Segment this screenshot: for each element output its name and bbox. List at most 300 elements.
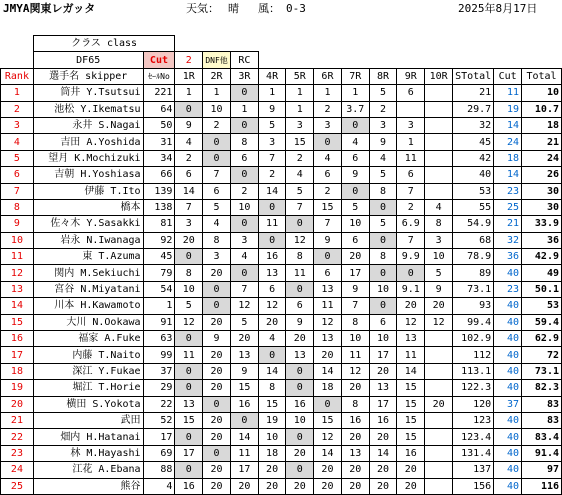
rank-cell: 20 <box>1 396 34 412</box>
race-score-cell: 2 <box>286 150 314 166</box>
race-score-cell: 8 <box>425 216 453 232</box>
sail-number-cell: 45 <box>143 249 175 265</box>
race-score-cell: 6.9 <box>397 216 425 232</box>
stotal-cell: 53 <box>453 183 494 199</box>
race-score-cell: 8 <box>175 265 203 281</box>
sail-number-cell: 4 <box>143 478 175 494</box>
race-score-cell: 13 <box>341 445 369 461</box>
table-row <box>1 183 562 199</box>
cut-cell: 19 <box>494 101 522 117</box>
race-score-cell: 5 <box>231 314 259 330</box>
race-score-cell: 2 <box>397 199 425 215</box>
rank-cell: 23 <box>1 445 34 461</box>
column-header: 4R <box>258 68 286 84</box>
skipper-cell: 吉朝 H.Yoshiasa <box>33 167 143 183</box>
rank-cell: 4 <box>1 134 34 150</box>
race-score-cell: 9 <box>425 281 453 297</box>
skipper-cell: 武田 <box>33 412 143 428</box>
column-header: 5R <box>286 68 314 84</box>
race-score-cell: 20 <box>369 429 397 445</box>
race-score-cell: 0 <box>286 281 314 297</box>
table-row <box>1 331 562 347</box>
race-score-cell: 5 <box>175 298 203 314</box>
race-score-cell: 0 <box>341 117 369 133</box>
cut-cell: 40 <box>494 331 522 347</box>
race-score-cell: 15 <box>397 380 425 396</box>
race-score-cell: 20 <box>397 478 425 494</box>
race-score-cell: 20 <box>203 363 231 379</box>
wind-value: 0-3 <box>286 2 306 15</box>
total-cell: 26 <box>522 167 562 183</box>
race-score-cell: 15 <box>175 412 203 428</box>
race-score-cell: 0 <box>314 249 342 265</box>
total-cell: 30 <box>522 199 562 215</box>
race-score-cell: 17 <box>369 347 397 363</box>
cut-cell: 40 <box>494 429 522 445</box>
skipper-cell: 池松 Y.Ikematsu <box>33 101 143 117</box>
race-score-cell: 14 <box>258 183 286 199</box>
class-row <box>1 36 562 52</box>
weather-label: 天気： <box>186 2 219 15</box>
stotal-cell: 55 <box>453 199 494 215</box>
race-score-cell: 6 <box>397 167 425 183</box>
race-score-cell: 0 <box>175 363 203 379</box>
race-score-cell: 10 <box>203 101 231 117</box>
skipper-cell: 林 M.Hayashi <box>33 445 143 461</box>
sail-number-cell: 52 <box>143 412 175 428</box>
race-score-cell: 14 <box>231 429 259 445</box>
race-score-cell: 20 <box>203 314 231 330</box>
rank-cell: 12 <box>1 265 34 281</box>
column-header: Rank <box>1 68 34 84</box>
cut-cell: 32 <box>494 232 522 248</box>
race-score-cell: 7 <box>286 199 314 215</box>
sail-number-cell: 37 <box>143 363 175 379</box>
table-row <box>1 314 562 330</box>
race-score-cell: 20 <box>425 298 453 314</box>
stotal-cell: 45 <box>453 134 494 150</box>
race-score-cell: 3 <box>314 117 342 133</box>
stotal-cell: 102.9 <box>453 331 494 347</box>
column-header-row <box>1 68 562 84</box>
skipper-cell: 望月 K.Mochizuki <box>33 150 143 166</box>
race-score-cell: 8 <box>341 314 369 330</box>
race-score-cell: 1 <box>314 85 342 101</box>
race-score-cell: 2 <box>175 150 203 166</box>
race-score-cell: 12 <box>314 429 342 445</box>
table-row <box>1 462 562 478</box>
race-score-cell: 3 <box>286 117 314 133</box>
race-score-cell: 6 <box>258 281 286 297</box>
total-cell: 82.3 <box>522 380 562 396</box>
total-cell: 49 <box>522 265 562 281</box>
table-row <box>1 429 562 445</box>
table-row <box>1 363 562 379</box>
race-score-cell: 0 <box>203 150 231 166</box>
race-score-cell: 2 <box>369 101 397 117</box>
race-score-cell: 20 <box>203 347 231 363</box>
sail-number-cell: 29 <box>143 380 175 396</box>
race-score-cell: 1 <box>341 85 369 101</box>
race-score-cell: 0 <box>369 232 397 248</box>
race-score-cell: 20 <box>397 298 425 314</box>
total-cell: 97 <box>522 462 562 478</box>
race-score-cell: 3.7 <box>341 101 369 117</box>
race-score-cell: 0 <box>286 429 314 445</box>
rank-cell: 7 <box>1 183 34 199</box>
column-header: 3R <box>231 68 259 84</box>
cut-label: Cut <box>143 52 175 68</box>
race-score-cell: 2 <box>231 183 259 199</box>
sail-number-cell: 66 <box>143 167 175 183</box>
race-score-cell: 14 <box>314 445 342 461</box>
total-cell: 62.9 <box>522 331 562 347</box>
race-score-cell <box>425 134 453 150</box>
cut-cell: 11 <box>494 85 522 101</box>
cut-cell: 36 <box>494 249 522 265</box>
race-score-cell: 0 <box>203 281 231 297</box>
race-score-cell: 6 <box>397 85 425 101</box>
sail-number-cell: 139 <box>143 183 175 199</box>
race-score-cell: 20 <box>175 232 203 248</box>
skipper-cell: 大川 N.Ookawa <box>33 314 143 330</box>
race-score-cell: 10 <box>341 331 369 347</box>
race-score-cell: 20 <box>203 429 231 445</box>
skipper-cell: 畑内 H.Hatanai <box>33 429 143 445</box>
race-score-cell: 3 <box>369 117 397 133</box>
race-score-cell: 12 <box>314 314 342 330</box>
race-score-cell: 20 <box>203 462 231 478</box>
table-row <box>1 412 562 428</box>
sail-number-cell: 79 <box>143 265 175 281</box>
stotal-cell: 89 <box>453 265 494 281</box>
total-cell: 83 <box>522 396 562 412</box>
race-score-cell: 9 <box>203 331 231 347</box>
rank-cell: 3 <box>1 117 34 133</box>
race-score-cell: 0 <box>286 380 314 396</box>
table-row <box>1 281 562 297</box>
cut-cell: 40 <box>494 445 522 461</box>
stotal-cell: 137 <box>453 462 494 478</box>
race-score-cell: 20 <box>203 478 231 494</box>
stotal-cell: 68 <box>453 232 494 248</box>
skipper-cell: 横田 S.Yokota <box>33 396 143 412</box>
race-score-cell: 0 <box>175 101 203 117</box>
rank-cell: 1 <box>1 85 34 101</box>
race-score-cell: 4 <box>314 150 342 166</box>
race-score-cell: 20 <box>369 462 397 478</box>
race-score-cell: 1 <box>286 85 314 101</box>
race-score-cell: 15 <box>397 429 425 445</box>
cut-cell: 40 <box>494 380 522 396</box>
skipper-cell: 堀江 T.Horie <box>33 380 143 396</box>
race-score-cell: 9 <box>258 101 286 117</box>
race-score-cell: 20 <box>369 363 397 379</box>
race-score-cell: 5 <box>369 167 397 183</box>
stotal-cell: 42 <box>453 150 494 166</box>
race-score-cell: 0 <box>341 183 369 199</box>
race-score-cell: 15 <box>397 396 425 412</box>
race-score-cell: 1 <box>286 101 314 117</box>
race-score-cell: 10 <box>369 331 397 347</box>
race-score-cell: 11 <box>286 265 314 281</box>
race-score-cell: 20 <box>231 478 259 494</box>
race-score-cell: 6 <box>231 150 259 166</box>
rank-cell: 8 <box>1 199 34 215</box>
race-score-cell: 3 <box>203 249 231 265</box>
stotal-cell: 120 <box>453 396 494 412</box>
race-date: 2025年8月17日 <box>458 2 538 15</box>
race-score-cell: 16 <box>175 478 203 494</box>
sail-number-cell: 81 <box>143 216 175 232</box>
race-score-cell: 13 <box>258 265 286 281</box>
table-row <box>1 445 562 461</box>
sail-number-cell: 91 <box>143 314 175 330</box>
stotal-cell: 54.9 <box>453 216 494 232</box>
race-score-cell: 0 <box>231 216 259 232</box>
race-score-cell: 16 <box>397 445 425 461</box>
race-score-cell: 0 <box>203 298 231 314</box>
table-row <box>1 216 562 232</box>
cut-value: 2 <box>175 52 203 68</box>
race-score-cell: 9 <box>286 314 314 330</box>
race-score-cell: 14 <box>175 183 203 199</box>
cut-cell: 40 <box>494 314 522 330</box>
race-score-cell: 10 <box>231 199 259 215</box>
race-score-cell: 4 <box>286 167 314 183</box>
race-score-cell: 12 <box>286 232 314 248</box>
table-row <box>1 396 562 412</box>
class-label: クラス class <box>33 36 174 52</box>
total-cell: 116 <box>522 478 562 494</box>
table-row <box>1 150 562 166</box>
race-score-cell: 11 <box>258 216 286 232</box>
stotal-cell: 99.4 <box>453 314 494 330</box>
race-score-cell: 6 <box>314 167 342 183</box>
race-score-cell: 10 <box>286 412 314 428</box>
results-body <box>1 36 562 495</box>
race-score-cell: 0 <box>175 429 203 445</box>
race-score-cell <box>397 101 425 117</box>
table-row <box>1 199 562 215</box>
race-score-cell: 13 <box>314 281 342 297</box>
column-header: 9R <box>397 68 425 84</box>
skipper-cell: 吉田 A.Yoshida <box>33 134 143 150</box>
race-score-cell: 8 <box>286 249 314 265</box>
stotal-cell: 78.9 <box>453 249 494 265</box>
cut-cell: 25 <box>494 199 522 215</box>
table-row <box>1 478 562 494</box>
race-score-cell: 12 <box>341 363 369 379</box>
race-score-cell: 12 <box>425 314 453 330</box>
rank-cell: 18 <box>1 363 34 379</box>
race-score-cell: 0 <box>369 265 397 281</box>
cut-cell: 40 <box>494 462 522 478</box>
race-score-cell: 0 <box>231 167 259 183</box>
race-score-cell: 6 <box>369 314 397 330</box>
race-score-cell: 20 <box>314 347 342 363</box>
column-header: ｾｰﾙNo <box>143 68 175 84</box>
sail-number-cell: 138 <box>143 199 175 215</box>
race-score-cell: 20 <box>203 265 231 281</box>
race-score-cell <box>425 478 453 494</box>
race-score-cell: 0 <box>314 134 342 150</box>
sail-number-cell: 64 <box>143 101 175 117</box>
race-score-cell: 0 <box>286 363 314 379</box>
race-score-cell <box>425 331 453 347</box>
race-score-cell: 13 <box>175 396 203 412</box>
race-score-cell: 20 <box>314 462 342 478</box>
race-score-cell: 15 <box>397 412 425 428</box>
column-header: 1R <box>175 68 203 84</box>
race-score-cell: 20 <box>341 380 369 396</box>
race-score-cell: 4 <box>425 199 453 215</box>
total-cell: 83.4 <box>522 429 562 445</box>
race-score-cell: 0 <box>369 298 397 314</box>
race-score-cell: 1 <box>175 85 203 101</box>
race-score-cell: 17 <box>341 265 369 281</box>
race-score-cell: 15 <box>314 412 342 428</box>
race-score-cell: 1 <box>203 85 231 101</box>
race-score-cell: 0 <box>286 462 314 478</box>
race-score-cell: 9.9 <box>397 249 425 265</box>
race-score-cell: 1 <box>231 101 259 117</box>
table-row <box>1 249 562 265</box>
race-score-cell: 0 <box>369 199 397 215</box>
race-score-cell: 11 <box>314 298 342 314</box>
race-score-cell: 0 <box>175 462 203 478</box>
skipper-cell: 佐々木 Y.Sasakki <box>33 216 143 232</box>
regatta-title: JMYA関東レガッタ <box>3 2 96 15</box>
race-score-cell: 13 <box>314 331 342 347</box>
race-score-cell: 5 <box>369 85 397 101</box>
race-score-cell <box>425 380 453 396</box>
total-cell: 10 <box>522 85 562 101</box>
cut-cell: 37 <box>494 396 522 412</box>
race-score-cell: 20 <box>231 331 259 347</box>
race-score-cell: 2 <box>203 117 231 133</box>
race-score-cell: 12 <box>397 314 425 330</box>
race-score-cell: 3 <box>425 232 453 248</box>
rank-cell: 22 <box>1 429 34 445</box>
race-score-cell: 4 <box>175 134 203 150</box>
column-header: STotal <box>453 68 494 84</box>
race-score-cell <box>425 429 453 445</box>
weather-value: 晴 <box>228 2 239 15</box>
race-score-cell: 0 <box>203 396 231 412</box>
race-score-cell: 8 <box>369 249 397 265</box>
cut-cell: 40 <box>494 265 522 281</box>
race-score-cell: 20 <box>286 331 314 347</box>
column-header: 2R <box>203 68 231 84</box>
table-row <box>1 134 562 150</box>
skipper-cell: 福家 A.Fuke <box>33 331 143 347</box>
race-score-cell: 5 <box>286 183 314 199</box>
total-cell: 59.4 <box>522 314 562 330</box>
race-score-cell: 6 <box>341 232 369 248</box>
race-score-cell: 9 <box>341 167 369 183</box>
total-cell: 42.9 <box>522 249 562 265</box>
race-score-cell: 12 <box>231 298 259 314</box>
race-score-cell: 1 <box>258 85 286 101</box>
race-score-cell: 0 <box>175 249 203 265</box>
stotal-cell: 93 <box>453 298 494 314</box>
race-score-cell: 0 <box>175 380 203 396</box>
race-score-cell: 0 <box>397 265 425 281</box>
stotal-cell: 32 <box>453 117 494 133</box>
race-score-cell: 5 <box>341 199 369 215</box>
race-score-cell: 20 <box>203 412 231 428</box>
race-score-cell: 16 <box>369 412 397 428</box>
race-score-cell: 14 <box>397 363 425 379</box>
skipper-cell: 川本 H.Kawamoto <box>33 298 143 314</box>
race-score-cell: 20 <box>341 429 369 445</box>
race-score-cell: 18 <box>258 445 286 461</box>
race-score-cell: 11 <box>175 347 203 363</box>
race-score-cell: 6 <box>175 167 203 183</box>
race-score-cell: 5 <box>258 117 286 133</box>
fleet-row <box>1 52 562 68</box>
race-score-cell: 4 <box>341 134 369 150</box>
rank-cell: 17 <box>1 347 34 363</box>
race-score-cell: 7 <box>397 183 425 199</box>
total-cell: 30 <box>522 183 562 199</box>
cut-cell: 40 <box>494 298 522 314</box>
race-score-cell: 10 <box>175 281 203 297</box>
rank-cell: 6 <box>1 167 34 183</box>
race-score-cell: 0 <box>203 445 231 461</box>
total-cell: 83 <box>522 412 562 428</box>
skipper-cell: 内藤 T.Naito <box>33 347 143 363</box>
race-score-cell: 7 <box>231 281 259 297</box>
sail-number-cell: 31 <box>143 134 175 150</box>
skipper-cell: 江花 A.Ebana <box>33 462 143 478</box>
race-score-cell: 5 <box>425 265 453 281</box>
race-score-cell: 1 <box>397 134 425 150</box>
rc-label: RC <box>231 52 259 68</box>
column-header: 7R <box>341 68 369 84</box>
rank-cell: 24 <box>1 462 34 478</box>
race-score-cell <box>425 363 453 379</box>
table-row <box>1 85 562 101</box>
sail-number-cell: 88 <box>143 462 175 478</box>
rank-cell: 14 <box>1 298 34 314</box>
race-score-cell: 20 <box>258 314 286 330</box>
sail-number-cell: 17 <box>143 429 175 445</box>
rank-cell: 15 <box>1 314 34 330</box>
race-score-cell: 20 <box>286 445 314 461</box>
race-score-cell: 20 <box>258 462 286 478</box>
race-score-cell: 9 <box>341 281 369 297</box>
stotal-cell: 112 <box>453 347 494 363</box>
race-score-cell <box>425 462 453 478</box>
race-score-cell: 2 <box>314 183 342 199</box>
race-score-cell: 9 <box>369 134 397 150</box>
race-score-cell: 7 <box>203 167 231 183</box>
cut-cell: 40 <box>494 347 522 363</box>
race-score-cell: 2 <box>258 167 286 183</box>
sail-number-cell: 22 <box>143 396 175 412</box>
column-header: Cut <box>494 68 522 84</box>
rank-cell: 10 <box>1 232 34 248</box>
race-score-cell: 0 <box>231 412 259 428</box>
race-score-cell: 7 <box>175 199 203 215</box>
race-score-cell: 6 <box>314 265 342 281</box>
rank-cell: 9 <box>1 216 34 232</box>
race-score-cell: 8 <box>203 232 231 248</box>
race-score-cell: 0 <box>314 396 342 412</box>
stotal-cell: 21 <box>453 85 494 101</box>
